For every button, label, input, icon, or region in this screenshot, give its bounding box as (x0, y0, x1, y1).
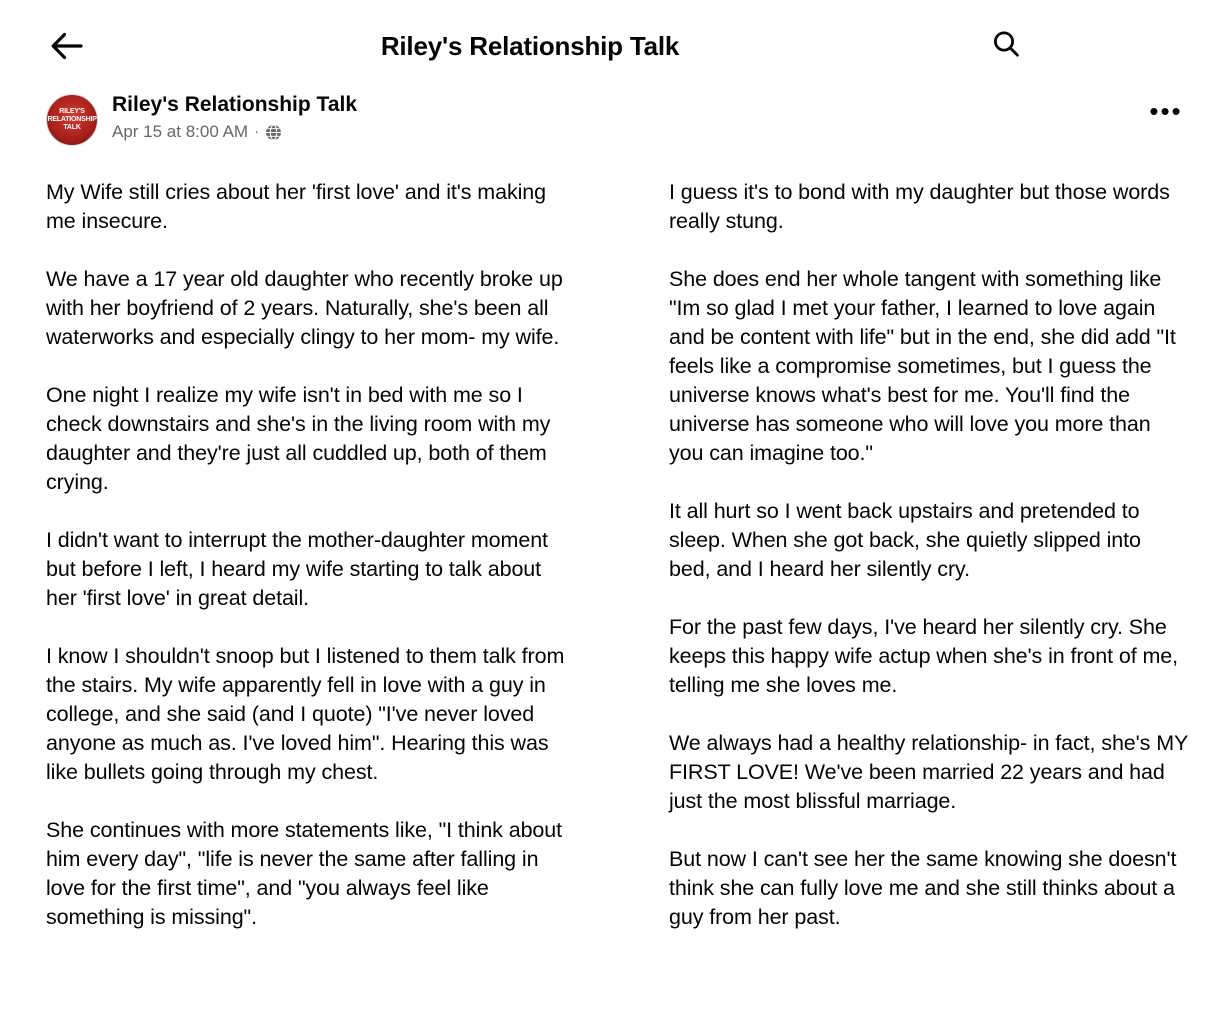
paragraph: We have a 17 year old daughter who recently broke up with her boyfriend of 2 years. Naturally, she's been all waterworks and especially clingy to her mom- my wife. (46, 267, 563, 349)
page-title: Riley's Relationship Talk (380, 30, 680, 61)
paragraph: One night I realize my wife isn't in bed with me so I check downstairs and she's in the living room with my daughter and they're just all cuddled up, both of them crying. (46, 383, 551, 494)
search-icon (991, 29, 1021, 64)
paragraph: I know I shouldn't snoop but I listened to them talk from the stairs. My wife apparently fell in love with a guy in college, and she said (and I quote) "I've never loved anyone as much as. I've loved him". Hearing this was like bullets going through my chest. (46, 644, 565, 784)
meta-separator: · (254, 123, 260, 140)
paragraph: It all hurt so I went back upstairs and pretended to sleep. When she got back, she quietly slipped into bed, and I heard her silently cry. (669, 499, 1141, 581)
post-options-button[interactable]: ••• (1149, 96, 1183, 126)
paragraph: For the past few days, I've heard her silently cry. She keeps this happy wife actup when she's in front of me, telling me she loves me. (669, 615, 1179, 697)
post-text-column-left (46, 178, 617, 932)
post-timestamp[interactable]: Apr 15 at 8:00 AM (112, 122, 249, 141)
paragraph: We always had a healthy relationship- in fact, she's MY FIRST LOVE! We've been married 22 years and had just the most blissful marriage. (669, 731, 1188, 813)
avatar[interactable] (46, 94, 98, 146)
avatar-label: RILEY'S RELATIONSHIP TALK (47, 108, 97, 131)
paragraph: I guess it's to bond with my daughter but those words really stung. (669, 180, 1170, 233)
app-bar (0, 0, 1228, 92)
paragraph: She continues with more statements like, "I think about him every day", "life is never the same after falling in love for the first time", and "you always feel like something is missing". (46, 818, 563, 929)
search-button[interactable] (980, 20, 1032, 72)
post-author-name[interactable]: Riley's Relationship Talk (112, 93, 358, 116)
arrow-left-icon (50, 31, 84, 61)
globe-icon (265, 124, 282, 141)
post-header (0, 92, 1228, 170)
paragraph: My Wife still cries about her 'first love' and it's making me insecure. (46, 180, 546, 233)
post-body (0, 170, 1228, 932)
paragraph: But now I can't see her the same knowing she doesn't think she can fully love me and she still thinks about a guy from her past. (669, 847, 1177, 929)
post-meta (112, 92, 1144, 143)
paragraph: She does end her whole tangent with something like "Im so glad I met your father, I learned to love again and be content with life" but in the end, she did add "It feels like a compromise sometimes, but I guess the universe knows what's best for me. You'll find the universe has someone who will love you more than you can imagine too." (669, 267, 1176, 465)
post-text-column-right (617, 178, 1188, 932)
paragraph: I didn't want to interrupt the mother-daughter moment but before I left, I heard my wife starting to talk about her 'first love' in great detail. (46, 528, 548, 610)
post-submeta (112, 121, 1144, 143)
